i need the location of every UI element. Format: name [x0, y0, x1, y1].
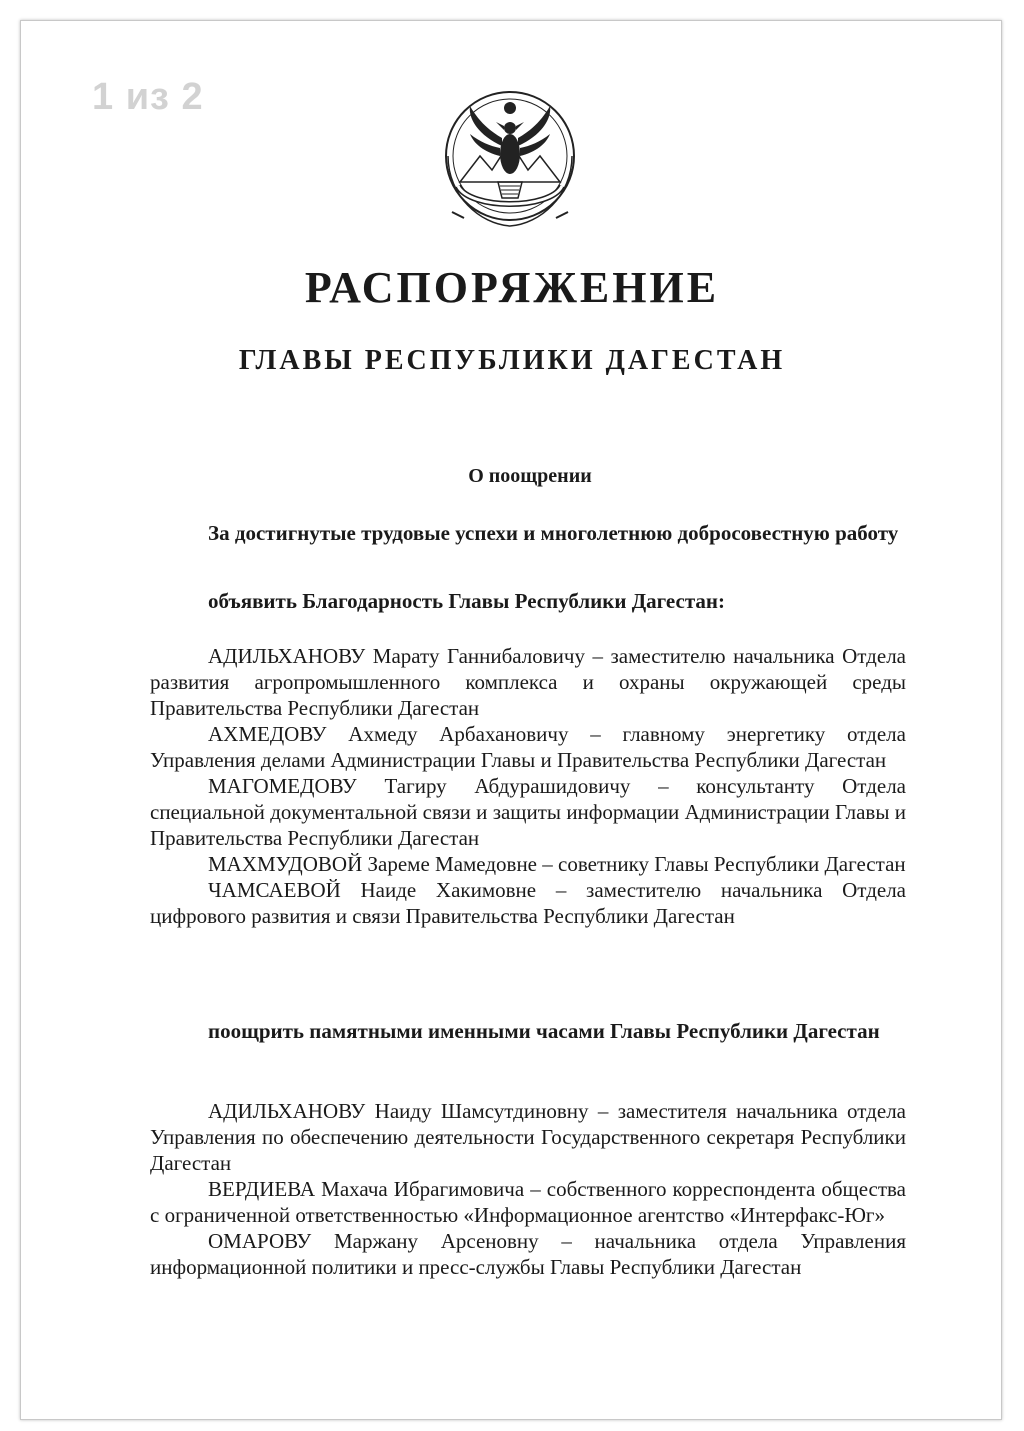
list-item: [150, 1176, 906, 1228]
recipient-name: МАХМУДОВОЙ: [208, 852, 363, 876]
recipient-details: Наиду Шамсутдиновну – заместителя начальника отдела Управления по обеспечению деятельности Государственного секретаря Республики Дагестан: [150, 1099, 906, 1175]
page-counter: 1 из 2: [92, 76, 204, 118]
declaration-1-text: объявить Благодарность Главы Республики Дагестан:: [208, 589, 725, 613]
list-item: [150, 1098, 906, 1176]
recipient-name: АДИЛЬХАНОВУ: [208, 644, 366, 668]
gratitude-declaration: [150, 588, 906, 614]
document-subtitle: ГЛАВЫ РЕСПУБЛИКИ ДАГЕСТАН: [238, 345, 786, 376]
watch-award-declaration: [150, 1018, 906, 1044]
declaration-2-text: поощрить памятными именными часами Главы Республики Дагестан: [208, 1019, 880, 1043]
document-title: РАСПОРЯЖЕНИЕ: [304, 263, 720, 312]
recipient-name: ОМАРОВУ: [208, 1229, 312, 1253]
document-heading: О поощрении: [468, 465, 592, 487]
gratitude-list: [150, 643, 906, 929]
watch-award-list: [150, 1098, 906, 1280]
list-item: [150, 877, 906, 929]
recipient-name: АДИЛЬХАНОВУ: [208, 1099, 366, 1123]
recipient-details: Маржану Арсеновну – начальника отдела Управления информационной политики и пресс-службы Главы Республики Дагестан: [150, 1229, 906, 1279]
recipient-name: ВЕРДИЕВА: [208, 1177, 316, 1201]
recipient-details: Зареме Мамедовне – советнику Главы Республики Дагестан: [362, 852, 906, 876]
list-item: [150, 1228, 906, 1280]
list-item: [150, 643, 906, 721]
recipient-name: АХМЕДОВУ: [208, 722, 327, 746]
list-item: [150, 773, 906, 851]
recipient-name: МАГОМЕДОВУ: [208, 774, 357, 798]
recipient-name: ЧАМСАЕВОЙ: [208, 878, 341, 902]
recipient-details: Наиде Хакимовне – заместителю начальника Отдела цифрового развития и связи Правительства Республики Дагестан: [150, 878, 906, 928]
recipient-details: Тагиру Абдурашидовичу – консультанту Отдела специальной документальной связи и защиты информации Администрации Главы и Правительства Республики Дагестан: [150, 774, 906, 850]
recipient-details: Марату Ганнибаловичу – заместителю начальника Отдела развития агропромышленного комплекса и охраны окружающей среды Правительства Республики Дагестан: [150, 644, 906, 720]
recipient-details: Ахмеду Арбахановичу – главному энергетику отдела Управления делами Администрации Главы и Правительства Республики Дагестан: [150, 722, 906, 772]
list-item: [150, 851, 906, 877]
coat-of-arms-icon: [440, 86, 580, 234]
intro-text: За достигнутые трудовые успехи и многолетнюю добросовестную работу: [208, 521, 899, 545]
list-item: [150, 721, 906, 773]
intro-paragraph: [150, 520, 906, 546]
recipient-details: Махача Ибрагимовича – собственного корреспондента общества с ограниченной ответственностью «Информационное агентство «Интерфакс-Юг»: [150, 1177, 906, 1227]
